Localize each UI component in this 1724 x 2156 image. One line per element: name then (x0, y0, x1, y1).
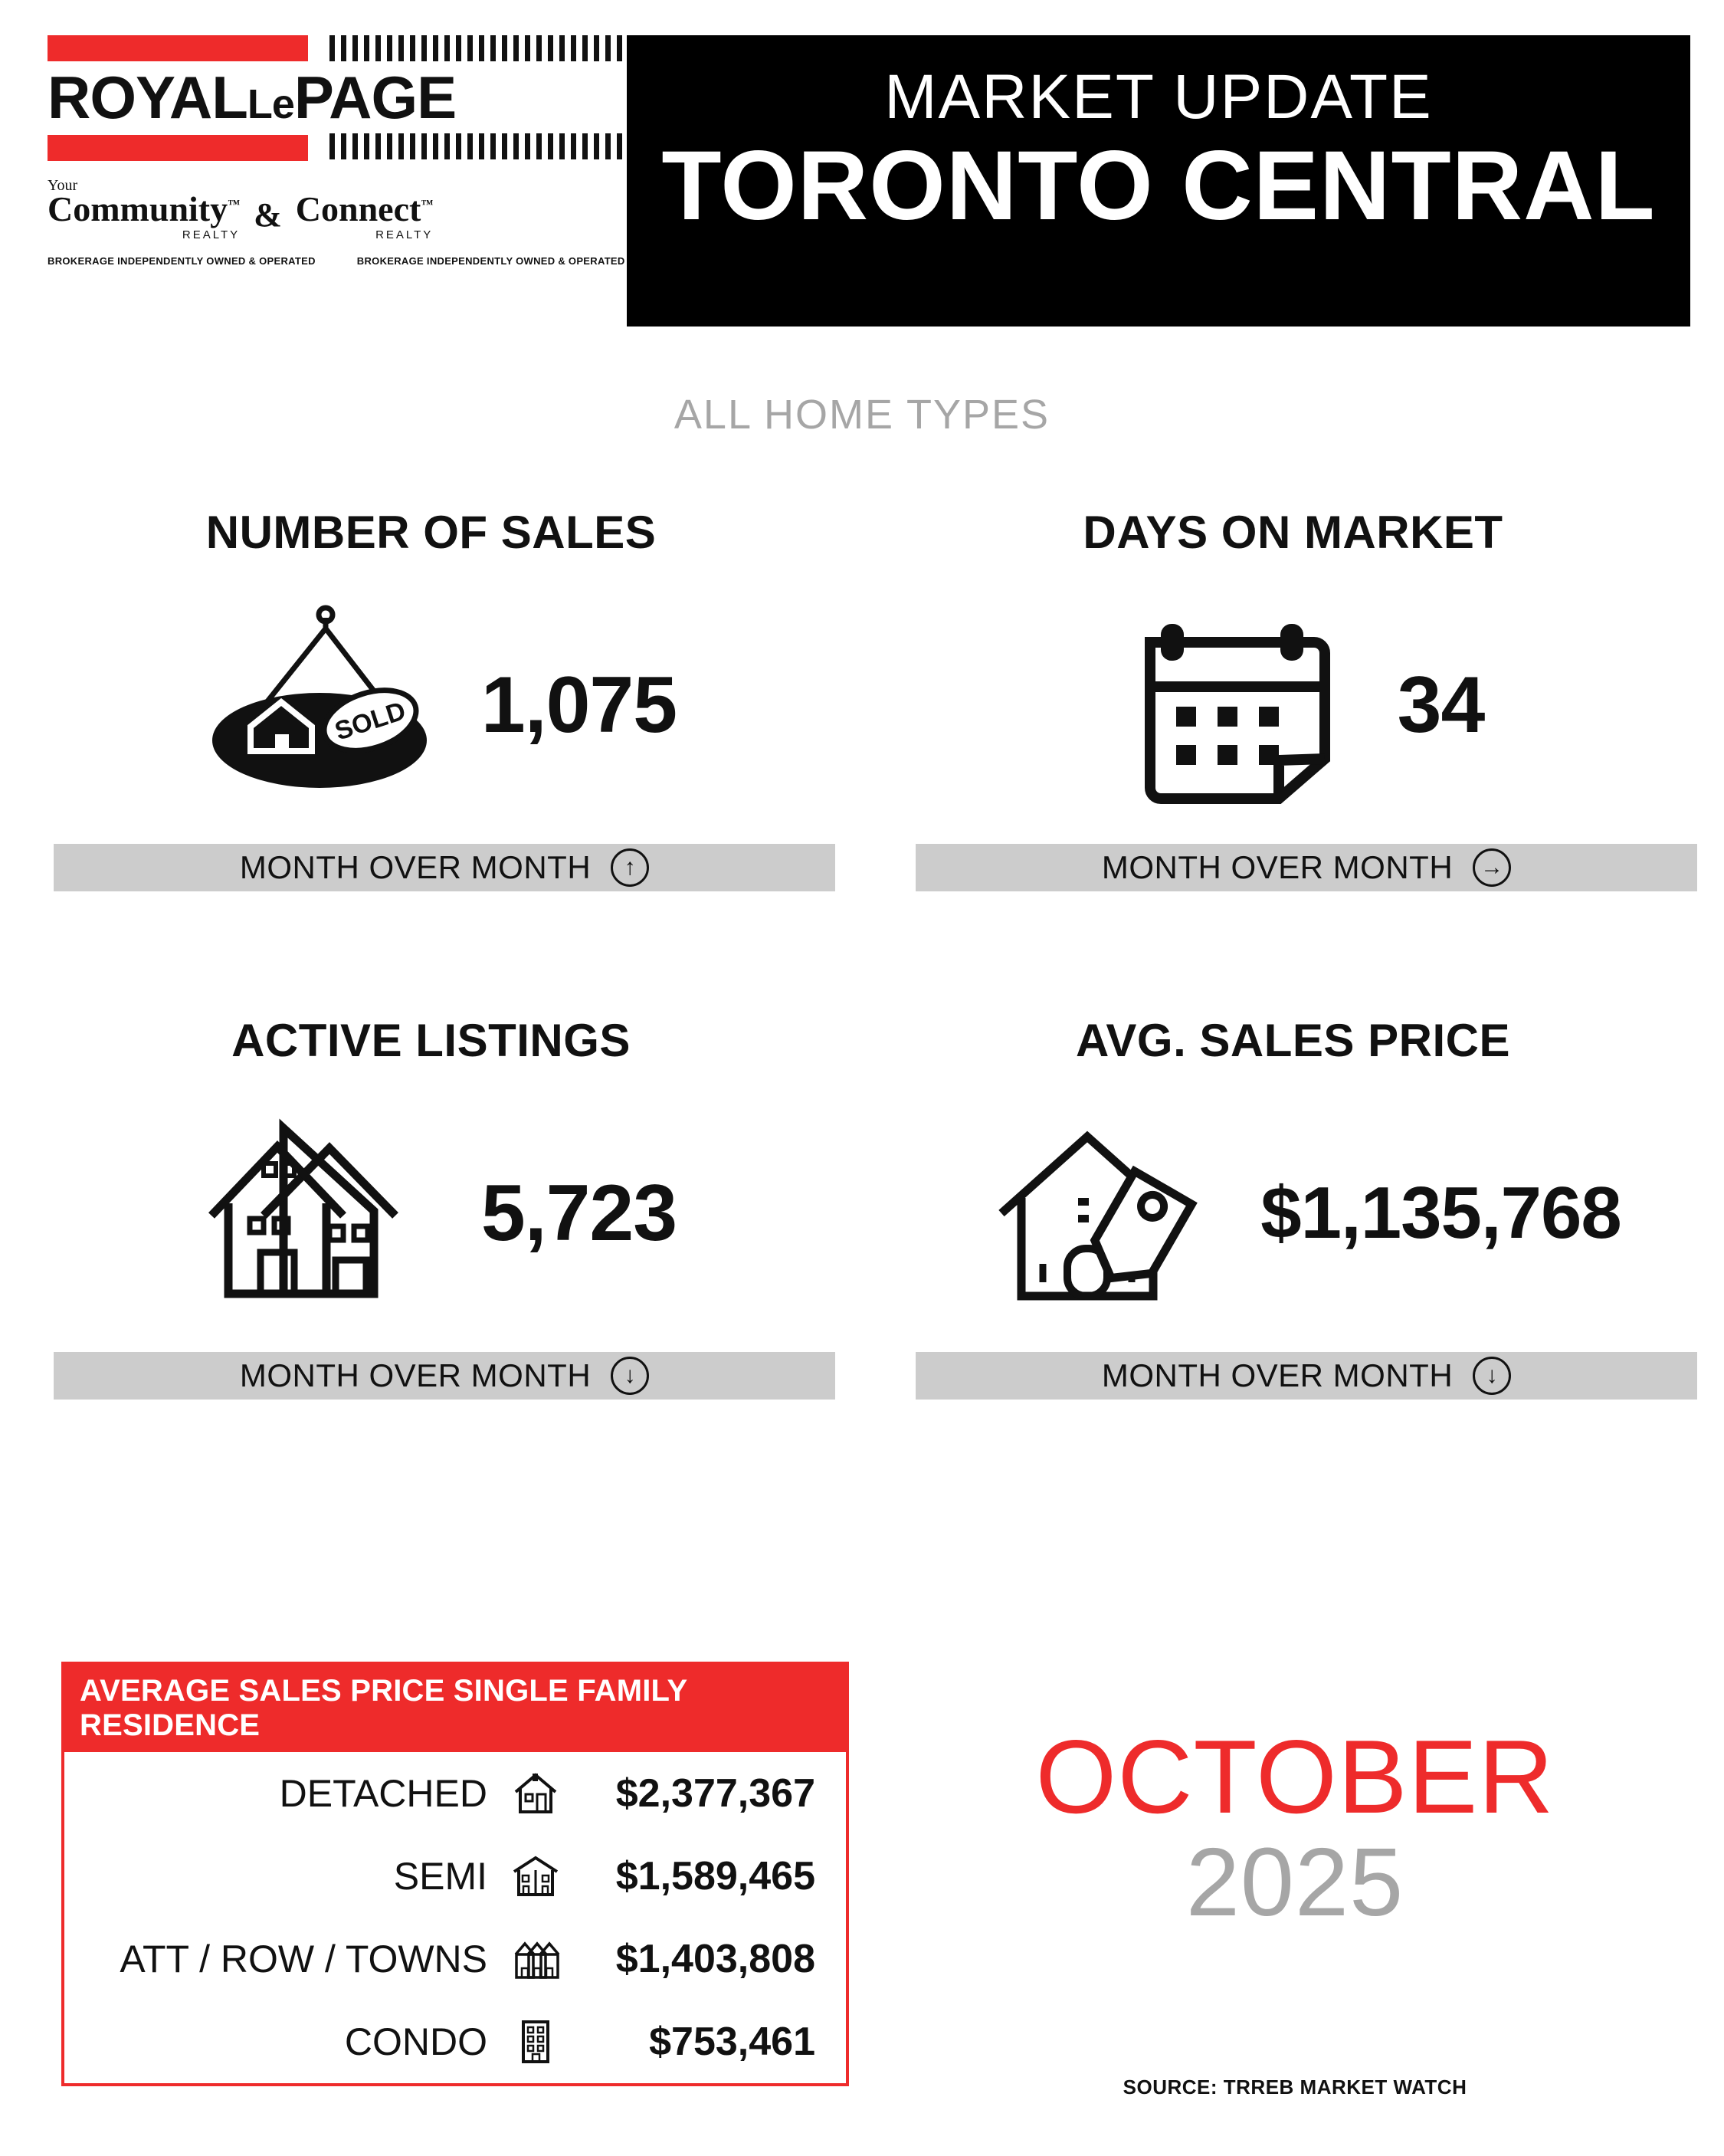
stat-body (916, 1087, 1670, 1340)
stat-title: DAYS ON MARKET (1083, 507, 1503, 558)
sfr-row-label: ATT / ROW / TOWNS (120, 1938, 487, 1980)
detached-house-icon (509, 1767, 562, 1820)
sold-sign-icon (185, 586, 461, 824)
sfr-price-table (61, 1662, 849, 2086)
brand-community-name (48, 189, 241, 228)
stat-title: AVG. SALES PRICE (1076, 1015, 1510, 1066)
sfr-row-label: DETACHED (279, 1772, 487, 1815)
brand-connect-realty-label: REALTY (375, 228, 434, 241)
brand-ampersand: & (254, 196, 282, 234)
title-banner (627, 35, 1690, 327)
logo-top-row (48, 35, 630, 61)
report-year: 2025 (1185, 1828, 1404, 1936)
brokerage-disclaimers (48, 255, 630, 267)
sfr-row-price: $2,377,367 (615, 1771, 815, 1816)
table-row (64, 1918, 846, 2000)
month-over-month-bar (916, 1352, 1697, 1400)
trend-flat-icon: → (1473, 848, 1511, 887)
brand-community-name-text: Community (48, 189, 228, 228)
sfr-row-price: $1,403,808 (615, 1937, 815, 1981)
house-price-tag-icon (965, 1094, 1241, 1332)
stats-row-top (0, 506, 1724, 891)
logo-word-royal: ROYAL (48, 64, 247, 131)
sfr-row-label: CONDO (344, 2020, 487, 2063)
trademark-icon-2: ™ (421, 198, 434, 212)
stat-days-on-market (862, 506, 1724, 891)
stats-grid (0, 506, 1724, 1400)
sfr-row-label: SEMI (393, 1855, 487, 1898)
trend-down-icon: ↓ (611, 1357, 649, 1395)
brand-connect-name (295, 189, 434, 228)
sfr-row-price: $753,461 (649, 2020, 815, 2064)
semi-detached-icon (509, 1849, 562, 1903)
trademark-icon: ™ (228, 198, 241, 212)
brand-community-realty-label: REALTY (182, 228, 241, 241)
logo-barcode-bottom (329, 133, 630, 159)
brand-connect-realty (295, 189, 434, 241)
stat-value: 1,075 (480, 660, 677, 750)
stat-body (54, 579, 808, 832)
banner-subtitle: MARKET UPDATE (884, 62, 1433, 132)
brand-connect-name-text: Connect (295, 189, 421, 228)
mom-label: MONTH OVER MONTH (1101, 1357, 1454, 1393)
section-subtitle: ALL HOME TYPES (674, 392, 1050, 438)
logo-word-page: PAGE (293, 64, 457, 131)
trend-down-icon-2: ↓ (1473, 1357, 1511, 1395)
calendar-icon (1102, 586, 1378, 824)
table-row (64, 1752, 846, 1835)
report-period (912, 1718, 1678, 1936)
brokerage-disclaimer-2: BROKERAGE INDEPENDENTLY OWNED & OPERATED (356, 255, 625, 267)
logo-barcode-top (329, 35, 630, 61)
month-over-month-bar (54, 844, 835, 891)
svg-text:SOLD: SOLD (331, 696, 409, 747)
mom-label: MONTH OVER MONTH (1101, 849, 1454, 885)
banner-title: TORONTO CENTRAL (661, 131, 1656, 241)
trend-up-icon: ↑ (611, 848, 649, 887)
page-header (0, 0, 1724, 330)
brokerage-disclaimer-1: BROKERAGE INDEPENDENTLY OWNED & OPERATED (48, 255, 316, 267)
logo-word-le: Le (247, 81, 294, 127)
stat-active-listings (0, 1014, 862, 1400)
month-over-month-bar (54, 1352, 835, 1400)
sfr-table-header: AVERAGE SALES PRICE SINGLE FAMILY RESIDENCE (64, 1665, 846, 1752)
stat-title: ACTIVE LISTINGS (231, 1015, 631, 1066)
logo-sub-brands (48, 178, 630, 241)
houses-icon (185, 1094, 461, 1332)
stat-title: NUMBER OF SALES (205, 507, 657, 558)
stat-value: 5,723 (480, 1168, 677, 1258)
royal-lepage-logo (48, 35, 630, 267)
stats-row-bottom (0, 1014, 1724, 1400)
report-month: OCTOBER (1035, 1718, 1555, 1835)
table-row (64, 2000, 846, 2083)
brand-community-realty (48, 178, 240, 241)
stat-value: $1,135,768 (1260, 1172, 1621, 1254)
stat-body (54, 1087, 808, 1340)
condo-building-icon (509, 2015, 562, 2069)
sfr-row-price: $1,589,465 (615, 1854, 815, 1898)
stat-number-of-sales (0, 506, 862, 891)
logo-red-bar-bottom (48, 135, 308, 161)
brand-community-your: Your (48, 177, 78, 194)
mom-label: MONTH OVER MONTH (239, 1357, 592, 1393)
month-over-month-bar (916, 844, 1697, 891)
stat-body (916, 579, 1670, 832)
logo-bottom-row (48, 132, 630, 161)
townhouse-row-icon (509, 1932, 562, 1986)
logo-red-bar-top (48, 35, 308, 61)
stat-avg-sales-price (862, 1014, 1724, 1400)
table-row (64, 1835, 846, 1918)
stat-value: 34 (1397, 660, 1485, 750)
source-note: SOURCE: TRREB MARKET WATCH (1123, 2076, 1467, 2099)
logo-wordmark (48, 64, 630, 131)
mom-label: MONTH OVER MONTH (239, 849, 592, 885)
